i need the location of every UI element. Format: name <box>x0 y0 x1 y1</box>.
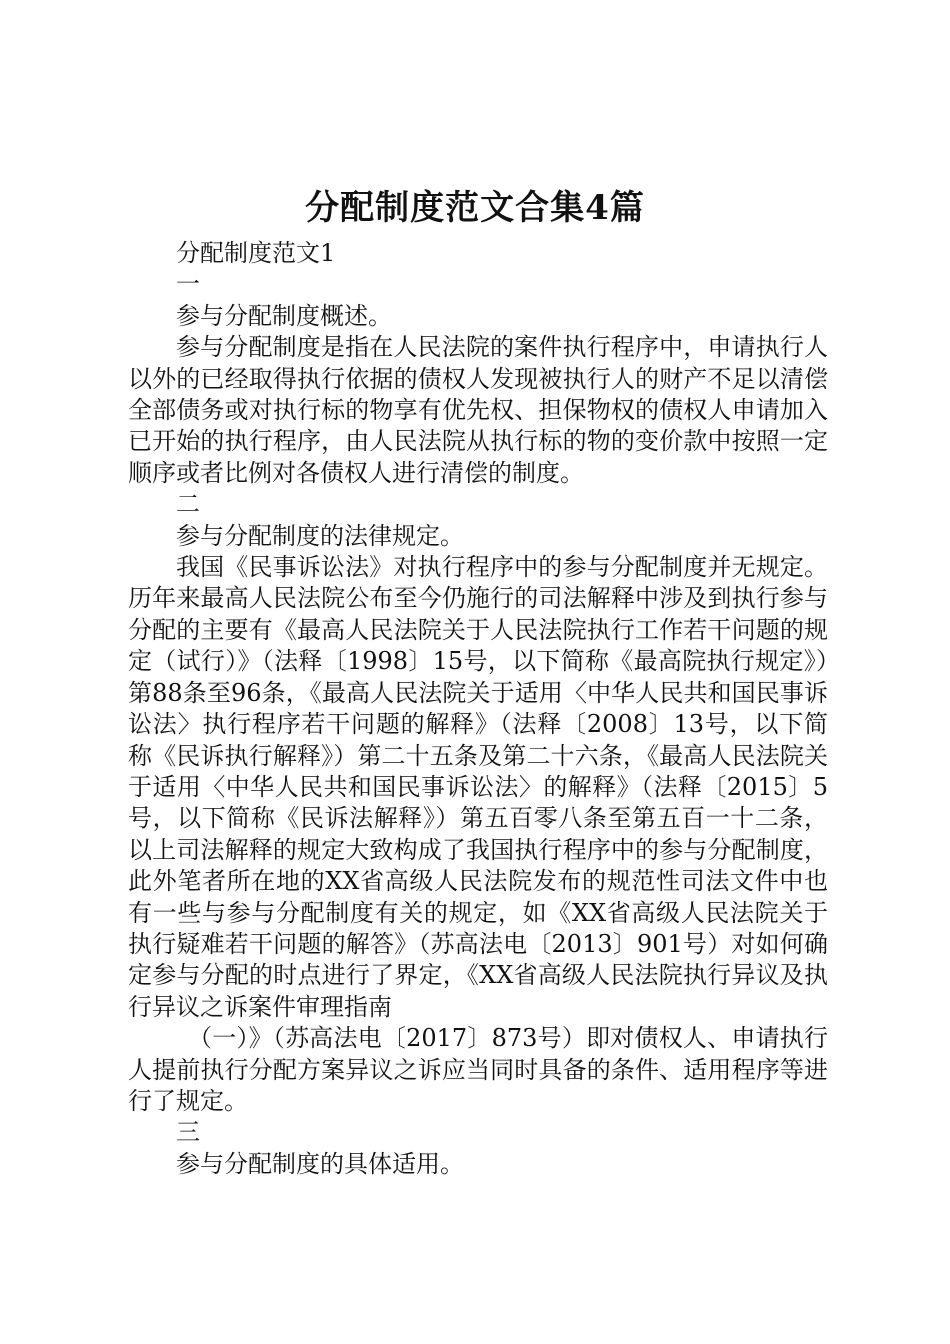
section-number: 一 <box>176 270 200 299</box>
subsection-heading: 参与分配制度的法律规定。 <box>176 521 464 550</box>
section-heading: 分配制度范文1 <box>176 239 336 267</box>
section-number: 二 <box>176 490 200 519</box>
body-paragraph: 我国《民事诉讼法》对执行程序中的参与分配制度并无规定。历年来最高人民法院公布至今仍施行的司法解释中涉及到执行参与分配的主要有《最高人民法院关于人民法院执行工作若干问题的规定（试行）》（法释〔1998〕15号，以下简称《最高院执行规定》）第88条至96条，《最高人民法院关于适用〈中华人民共和国民事诉讼法〉执行程序若干问题的解释》（法释〔2008〕13号，以下简称《民诉执行解释》）第二十五条及第二十六条，《最高人民法院关于适用〈中华人民共和国民事诉讼法〉的解释》（法释〔2015〕5号，以下简称《民诉法解释》）第五百零八条至第五百一十二条，以上司法解释的规定大致构成了我国执行程序中的参与分配制度，此外笔者所在地的XX省高级人民法院发布的规范性司法文件中也有一些与参与分配制度有关的规定，如《XX省高级人民法院关于执行疑难若干问题的解答》（苏高法电〔2013〕901号）对如何确定参与分配的时点进行了界定，《XX省高级人民法院执行异议及执行异议之诉案件审理指南 <box>128 553 828 1021</box>
subsection-heading: 参与分配制度概述。 <box>176 301 392 330</box>
section-number: 三 <box>176 1118 200 1147</box>
body-paragraph: 参与分配制度是指在人民法院的案件执行程序中，申请执行人以外的已经取得执行依据的债权人发现被执行人的财产不足以清偿全部债务或对执行标的物享有优先权、担保物权的债权人申请加入已开始的执行程序，由人民法院从执行标的物的变价款中按照一定顺序或者比例对各债权人进行清偿的制度。 <box>128 333 828 487</box>
document-body <box>128 238 828 1180</box>
body-paragraph: （一）》（苏高法电〔2017〕873号）即对债权人、申请执行人提前执行分配方案异议之诉应当同时具备的条件、适用程序等进行了规定。 <box>128 1024 828 1115</box>
document-title: 分配制度范文合集4篇 <box>305 188 645 228</box>
subsection-heading: 参与分配制度的具体适用。 <box>176 1149 464 1178</box>
